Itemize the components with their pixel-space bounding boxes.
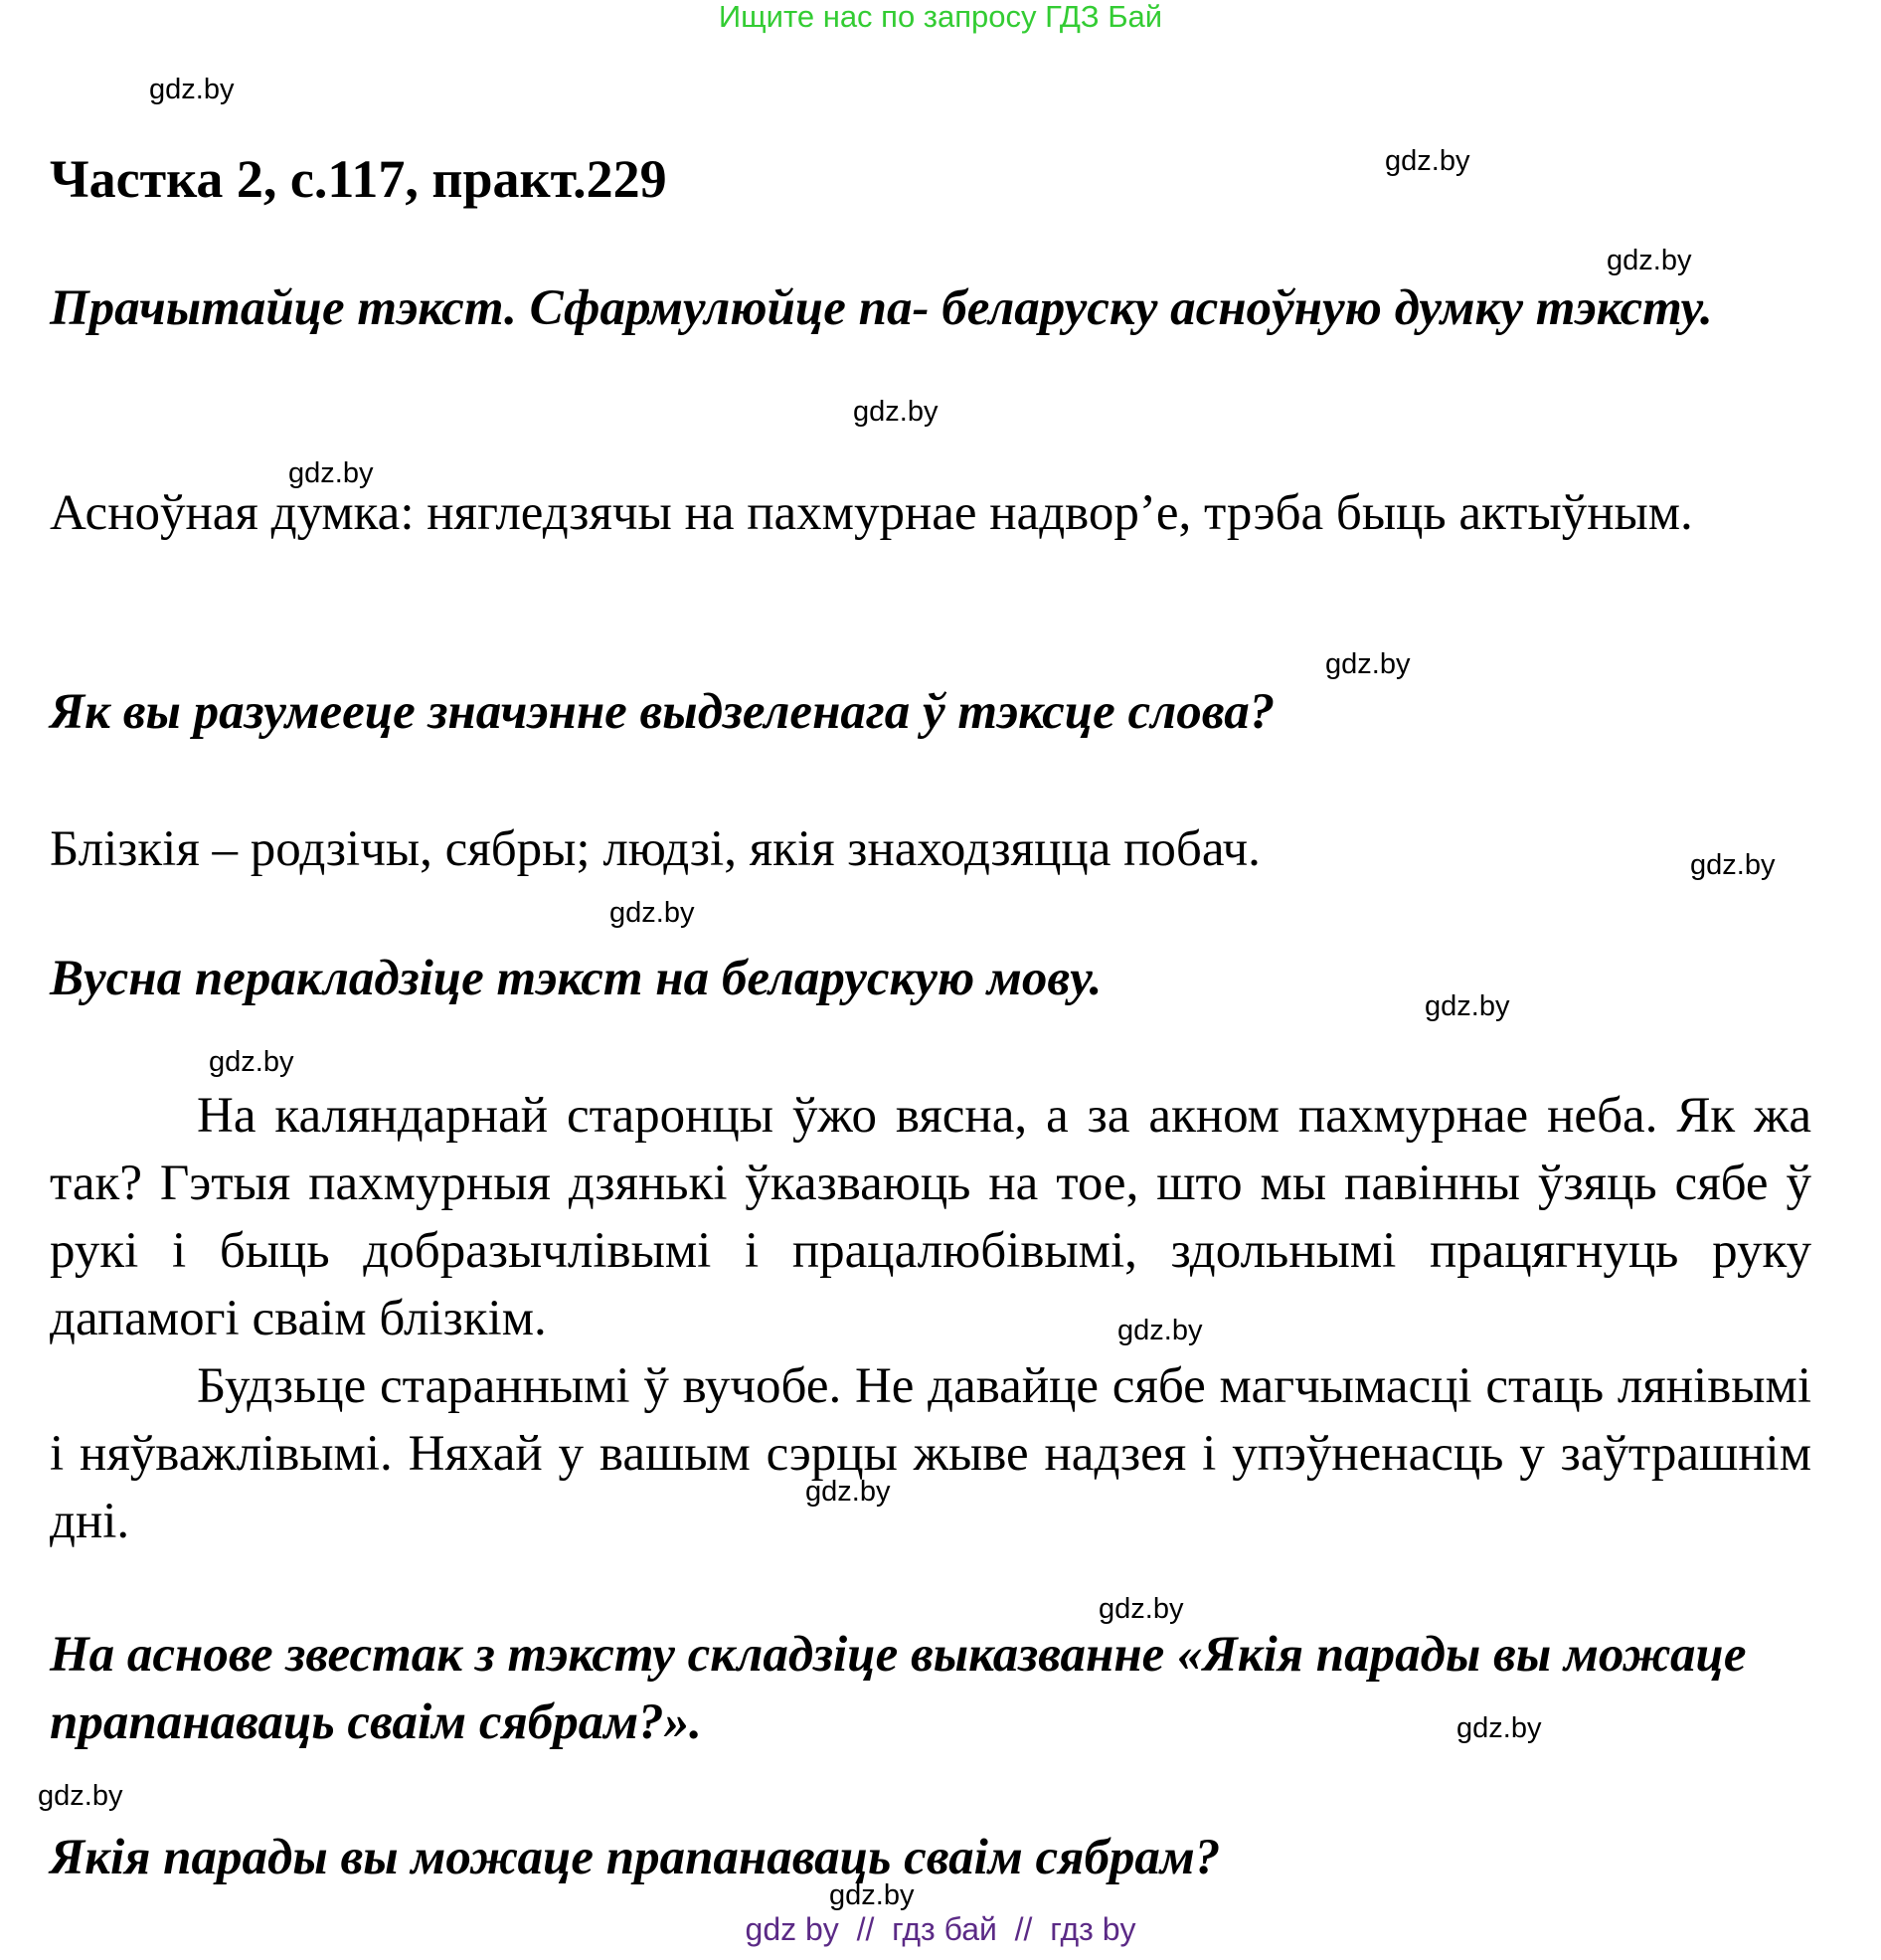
search-banner: Ищите нас по запросу ГДЗ Бай bbox=[718, 0, 1163, 34]
page-title: Частка 2, с.117, практ.229 bbox=[50, 149, 667, 209]
watermark: gdz.by bbox=[1325, 648, 1411, 680]
watermark: gdz.by bbox=[1425, 990, 1510, 1022]
watermark: gdz.by bbox=[1099, 1593, 1184, 1625]
watermark: gdz.by bbox=[1456, 1712, 1542, 1744]
task-advice-question: Якія парады вы можаце прапанаваць сваім сябрам? bbox=[50, 1830, 1221, 1885]
task-read-text: Прачытайце тэкст. Сфармулюйце па- беларуску асноўную думку тэксту. bbox=[50, 280, 1713, 336]
task-compose-statement: На аснове звестак з тэксту складзіце выказванне «Якія парады вы можаце прапанаваць сваім сябрам?». bbox=[50, 1627, 1747, 1750]
answer-word-meaning: Блізкія – родзічы, сябры; людзі, якія знаходзяцца побач. bbox=[50, 821, 1261, 877]
watermark: gdz.by bbox=[829, 1879, 915, 1911]
watermark: gdz.by bbox=[1385, 145, 1470, 177]
watermark: gdz.by bbox=[853, 396, 939, 428]
watermark: gdz.by bbox=[1607, 245, 1692, 276]
watermark: gdz.by bbox=[1117, 1315, 1203, 1346]
watermark: gdz.by bbox=[149, 74, 235, 105]
translation-text bbox=[50, 1082, 1811, 1555]
task-translate: Вусна перакладзіце тэкст на беларускую мову. bbox=[50, 951, 1103, 1006]
watermark: gdz.by bbox=[805, 1476, 891, 1508]
task-word-meaning: Як вы разумееце значэнне выдзеленага ў тэксце слова? bbox=[50, 684, 1276, 740]
watermark: gdz.by bbox=[38, 1780, 123, 1812]
watermark: gdz.by bbox=[288, 457, 374, 489]
footer-links: gdz by // гдз бай // гдз by bbox=[745, 1911, 1136, 1947]
answer-main-idea: Асноўная думка: нягледзячы на пахмурнае надвор’е, трэба быць актыўным. bbox=[50, 485, 1693, 541]
translation-paragraph-1: На каляндарнай старонцы ўжо вясна, а за акном пахмурнае неба. Як жа так? Гэтыя пахмурныя дзянькі ўказваюць на тое, што мы павінны ўзяць сябе ў рукі і быць добразычлівымі і працалюбівымі, здольнымі працягнуць руку дапамогі сваім блізкім. bbox=[50, 1088, 1811, 1346]
translation-paragraph-2: Будзьце стараннымі ў вучобе. Не давайце сябе магчымасці стаць лянівымі і няўважлівымі. Няхай у вашым сэрцы жыве надзея і упэўненасць у заўтрашнім дні. bbox=[50, 1358, 1811, 1549]
watermark: gdz.by bbox=[1690, 849, 1776, 881]
watermark: gdz.by bbox=[609, 897, 695, 929]
watermark: gdz.by bbox=[209, 1046, 294, 1078]
